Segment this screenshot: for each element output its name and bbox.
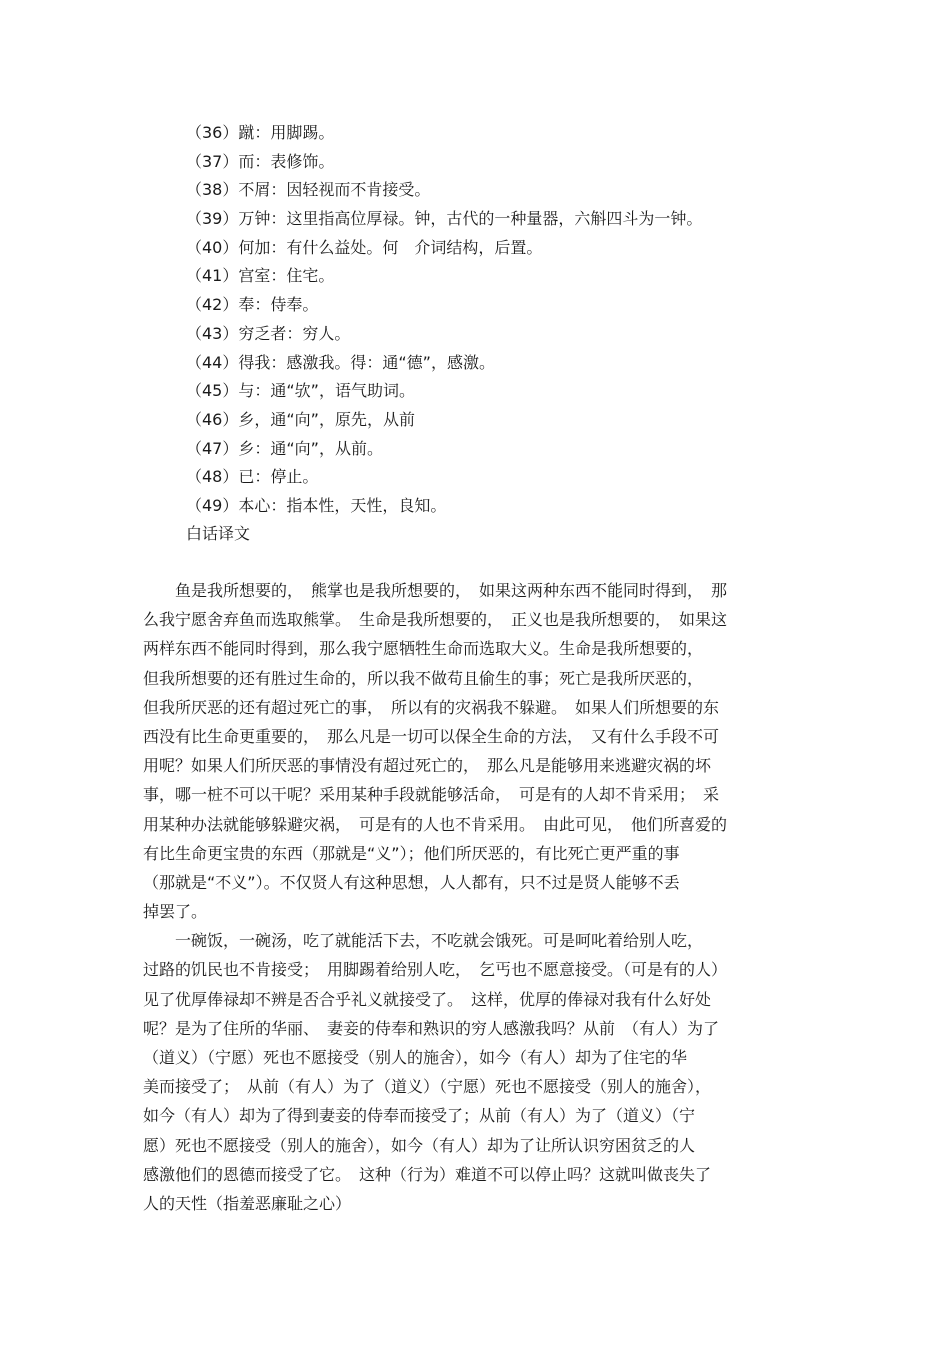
- annotation-item: （48）已：停止。: [186, 467, 319, 487]
- text-line: 用某种办法就能够躲避灾祸， 可是有的人也不肯采用。 由此可见， 他们所喜爱的: [143, 814, 728, 834]
- annotation-item: （45）与：通“欤”，语气助词。: [186, 381, 415, 401]
- translation-paragraph-2: [143, 926, 809, 1218]
- text-line: 有比生命更宝贵的东西（那就是“义”）；他们所厌恶的，有比死亡更严重的事: [143, 843, 680, 863]
- text-line: 呢？是为了住所的华丽、 妻妾的侍奉和熟识的穷人感激我吗？从前 （有人）为了: [143, 1018, 720, 1038]
- text-line: 见了优厚俸禄却不辨是否合乎礼义就接受了。 这样，优厚的俸禄对我有什么好处: [143, 989, 712, 1009]
- text-line: 愿）死也不愿接受（别人的施舍），如今（有人）却为了让所认识穷困贫乏的人: [143, 1135, 696, 1155]
- annotation-item: （42）奉：侍奉。: [186, 295, 319, 315]
- text-line: 事，哪一桩不可以干呢？采用某种手段就能够活命， 可是有的人却不肯采用； 采: [143, 785, 720, 805]
- annotation-item: （37）而：表修饰。: [186, 151, 335, 171]
- text-line: 但我所想要的还有胜过生命的，所以我不做苟且偷生的事；死亡是我所厌恶的，: [143, 668, 704, 688]
- text-line: 么我宁愿舍弃鱼而选取熊掌。 生命是我所想要的， 正义也是我所想要的， 如果这: [143, 610, 728, 630]
- text-line: 如今（有人）却为了得到妻妾的侍奉而接受了；从前（有人）为了（道义）（宁: [143, 1106, 696, 1126]
- text-line: 两样东西不能同时得到，那么我宁愿牺牲生命而选取大义。生命是我所想要的，: [143, 639, 704, 659]
- section-heading: 白话译文: [186, 524, 251, 543]
- text-line: 但我所厌恶的还有超过死亡的事， 所以有的灾祸我不躲避。 如果人们所想要的东: [143, 697, 720, 717]
- annotation-item: （46）乡，通“向”，原先，从前: [186, 409, 415, 429]
- text-line: 一碗饭，一碗汤，吃了就能活下去，不吃就会饿死。可是呵叱着给别人吃，: [143, 931, 704, 951]
- annotation-item: （47）乡：通“向”，从前。: [186, 438, 383, 458]
- text-line: 掉罢了。: [143, 902, 208, 922]
- annotation-item: （49）本心：指本性，天性，良知。: [186, 495, 447, 515]
- text-line: 人的天性（指羞恶廉耻之心）: [143, 1193, 352, 1213]
- text-line: 美而接受了； 从前（有人）为了（道义）（宁愿）死也不愿接受（别人的施舍），: [143, 1077, 712, 1097]
- text-line: 感激他们的恩德而接受了它。 这种（行为）难道不可以停止吗？这就叫做丧失了: [143, 1164, 712, 1184]
- text-line: （道义）（宁愿）死也不愿接受（别人的施舍），如今（有人）却为了住宅的华: [143, 1048, 688, 1067]
- annotation-item: （36）蹴：用脚踢。: [186, 123, 335, 142]
- annotation-item: （41）宫室：住宅。: [186, 266, 335, 286]
- text-line: 过路的饥民也不肯接受； 用脚踢着给别人吃， 乞丐也不愿意接受。（可是有的人）: [143, 960, 728, 980]
- annotation-item: （39）万钟：这里指高位厚禄。钟，古代的一种量器，六斛四斗为一钟。: [186, 209, 703, 229]
- annotation-item: （44）得我：感激我。得：通“德”，感激。: [186, 352, 495, 372]
- annotation-list: [186, 119, 702, 521]
- annotation-item: （38）不屑：因轻视而不肯接受。: [186, 180, 431, 200]
- text-line: （那就是“不义”）。不仅贤人有这种思想，人人都有，只不过是贤人能够不丢: [143, 872, 680, 892]
- annotation-item: （40）何加：有什么益处。何 介词结构，后置。: [186, 237, 543, 257]
- text-line: 用呢？如果人们所厌恶的事情没有超过死亡的， 那么凡是能够用来逃避灾祸的坏: [143, 756, 712, 776]
- annotation-item: （43）穷乏者：穷人。: [186, 323, 351, 343]
- translation-paragraph-1: [143, 576, 809, 926]
- text-line: 西没有比生命更重要的， 那么凡是一切可以保全生命的方法， 又有什么手段不可: [143, 726, 720, 746]
- translation-body: [143, 576, 809, 1218]
- text-line: 鱼是我所想要的， 熊掌也是我所想要的， 如果这两种东西不能同时得到， 那: [143, 581, 728, 600]
